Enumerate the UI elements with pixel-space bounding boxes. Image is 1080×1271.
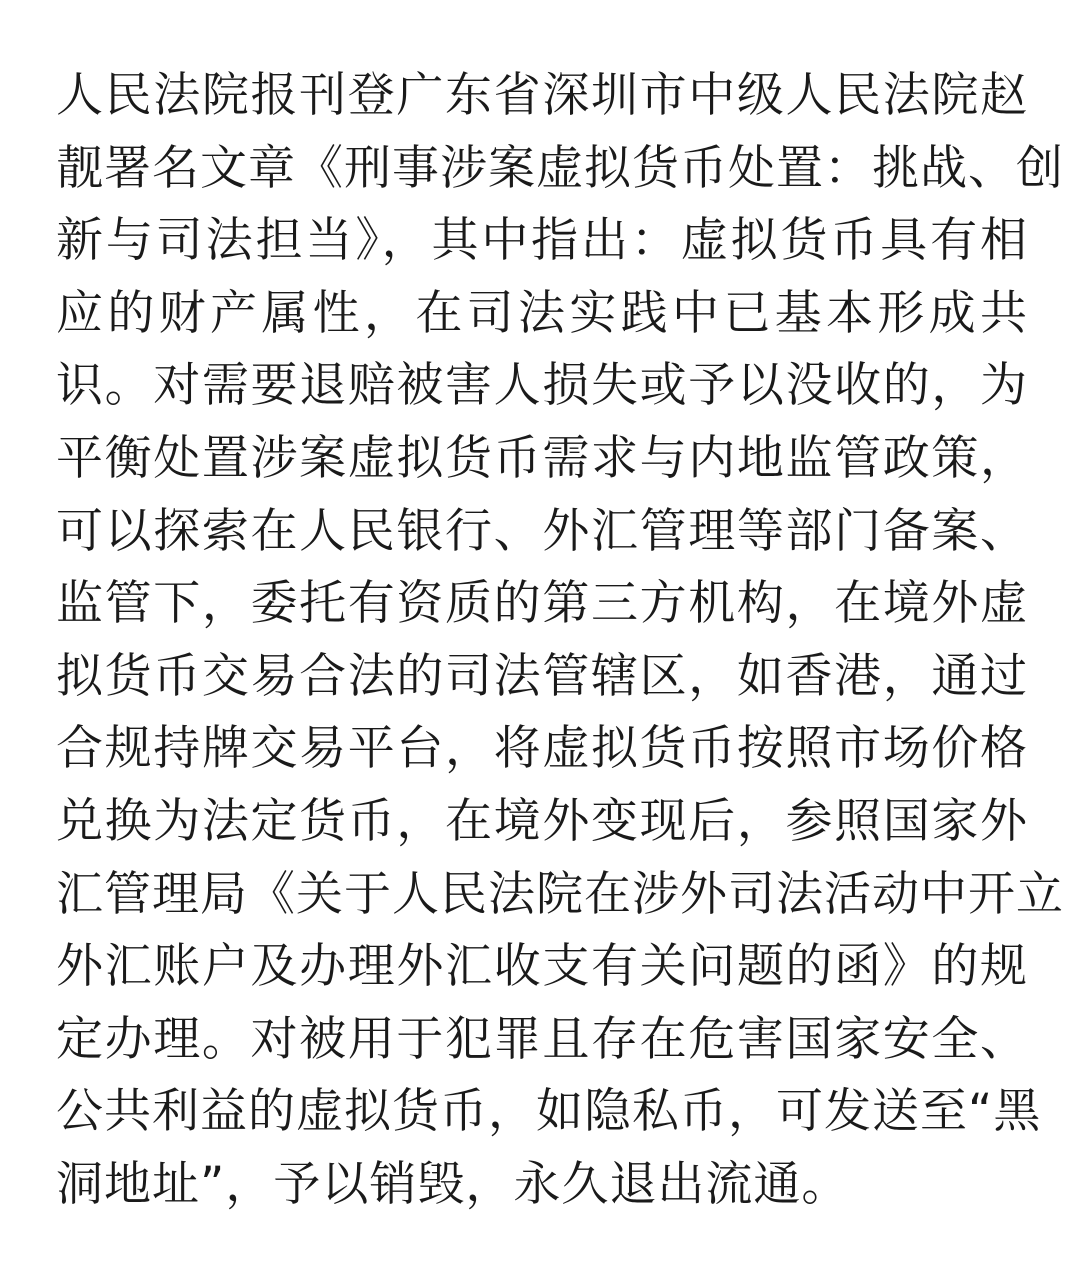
article-line: 识。对需要退赔被害人损失或予以没收的，为 (56, 358, 1028, 414)
article-line: 应的财产属性，在司法实践中已基本形成共 (56, 285, 1028, 341)
article-line: 汇管理局《关于人民法院在涉外司法活动中开立 (56, 866, 1064, 922)
article-line: 可以探索在人民银行、外汇管理等部门备案、 (56, 503, 1028, 559)
article-line: 平衡处置涉案虚拟货币需求与内地监管政策， (56, 430, 1028, 486)
article-line-last: 洞地址”，予以销毁，永久退出流通。 (56, 1156, 850, 1212)
article-line: 拟货币交易合法的司法管辖区，如香港，通过 (56, 648, 1028, 704)
article-line: 人民法院报刊登广东省深圳市中级人民法院赵 (56, 68, 1028, 123)
article-line: 外汇账户及办理外汇收支有关问题的函》的规 (56, 939, 1028, 995)
article-body (56, 60, 1064, 1222)
article-line: 公共利益的虚拟货币，如隐私币，可发送至“黑 (56, 1084, 1042, 1140)
article-line: 定办理。对被用于犯罪且存在危害国家安全、 (56, 1011, 1028, 1067)
article-line: 监管下，委托有资质的第三方机构，在境外虚 (56, 576, 1028, 632)
article-line: 靓署名文章《刑事涉案虚拟货币处置：挑战、创 (56, 140, 1064, 196)
article-line: 合规持牌交易平台，将虚拟货币按照市场价格 (56, 721, 1028, 777)
article-line: 新与司法担当》，其中指出：虚拟货币具有相 (56, 213, 1028, 269)
article-line: 兑换为法定货币，在境外变现后，参照国家外 (56, 793, 1028, 849)
